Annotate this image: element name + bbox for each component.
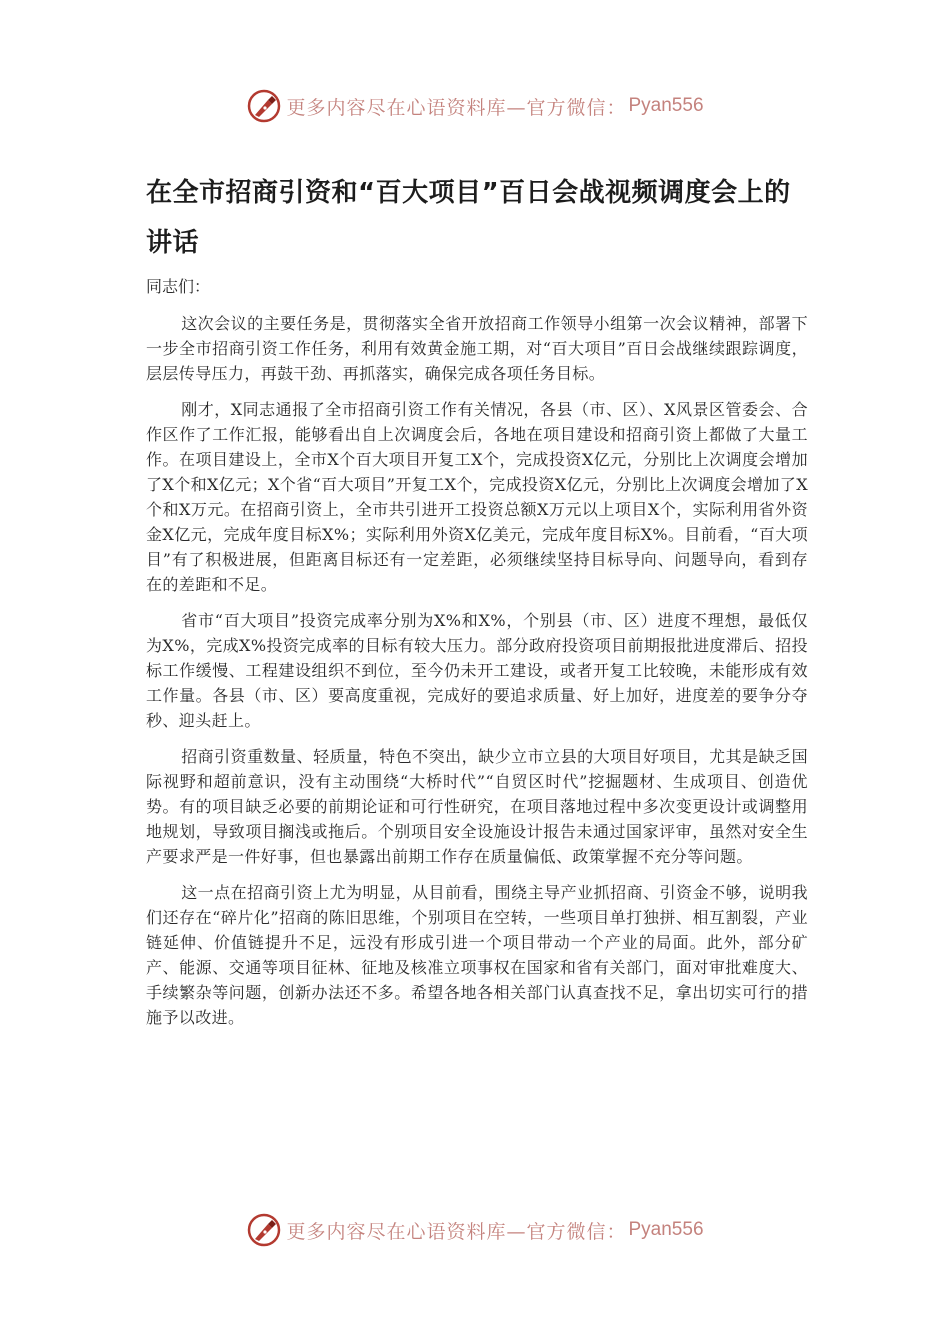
banner-brand-text: 更多内容尽在心语资料库—官方微信： <box>286 96 627 119</box>
banner-wechat-id: Pyan556 <box>628 95 704 116</box>
pen-nib-logo-icon <box>246 88 282 124</box>
header-banner <box>0 84 950 128</box>
salutation: 同志们： <box>146 277 211 296</box>
paragraph-1: 这次会议的主要任务是，贯彻落实全省开放招商工作领导小组第一次会议精神，部署下一步全市招商引资工作任务，利用有效黄金施工期，对“百大项目”百日会战继续跟踪调度，层层传导压力，再鼓干劲、再抓落实，确保完成各项任务目标。 <box>146 314 808 383</box>
document-title: 在全市招商引资和“百大项目”百日会战视频调度会上的讲话 <box>146 178 791 258</box>
paragraph-5: 这一点在招商引资上尤为明显，从目前看，围绕主导产业抓招商、引资金不够，说明我们还存在“碎片化”招商的陈旧思维，个别项目在空转，一些项目单打独拼、相互割裂，产业链延伸、价值链提升不足，远没有形成引进一个项目带动一个产业的局面。此外，部分矿产、能源、交通等项目征林、征地及核准立项事权在国家和省有关部门，面对审批难度大、手续繁杂等问题，创新办法还不多。希望各地各相关部门认真查找不足，拿出切实可行的措施予以改进。 <box>146 883 808 1027</box>
footer-banner <box>0 1208 950 1252</box>
paragraph-3: 省市“百大项目”投资完成率分别为X%和X%，个别县（市、区）进度不理想，最低仅为X%，完成X%投资完成率的目标有较大压力。部分政府投资项目前期报批进度滞后、招投标工作缓慢、工程建设组织不到位，至今仍未开工建设，或者开复工比较晚，未能形成有效工作量。各县（市、区）要高度重视，完成好的要追求质量、好上加好，进度差的要争分夺秒、迎头赶上。 <box>146 611 808 730</box>
banner-brand-text: 更多内容尽在心语资料库—官方微信： <box>286 1220 627 1243</box>
banner-wechat-id: Pyan556 <box>628 1219 704 1240</box>
pen-nib-logo-icon <box>246 1212 282 1248</box>
paragraph-4: 招商引资重数量、轻质量，特色不突出，缺少立市立县的大项目好项目，尤其是缺乏国际视野和超前意识，没有主动围绕“大桥时代”“自贸区时代”挖掘题材、生成项目、创造优势。有的项目缺乏必要的前期论证和可行性研究，在项目落地过程中多次变更设计或调整用地规划，导致项目搁浅或拖后。个别项目安全设施设计报告未通过国家评审，虽然对安全生产要求严是一件好事，但也暴露出前期工作存在质量偏低、政策掌握不充分等问题。 <box>146 747 808 866</box>
document-body <box>146 168 808 1041</box>
paragraph-2: 刚才，X同志通报了全市招商引资工作有关情况，各县（市、区）、X风景区管委会、合作区作了工作汇报，能够看出自上次调度会后，各地在项目建设和招商引资上都做了大量工作。在项目建设上，全市X个百大项目开复工X个，完成投资X亿元，分别比上次调度会增加了X个和X亿元；X个省“百大项目”开复工X个，完成投资X亿元，分别比上次调度会增加了X个和X万元。在招商引资上，全市共引进开工投资总额X万元以上项目X个，实际利用省外资金X亿元，完成年度目标X%；实际利用外资X亿美元，完成年度目标X%。目前看，“百大项目”有了积极进展，但距离目标还有一定差距，必须继续坚持目标导向、问题导向，看到存在的差距和不足。 <box>146 400 808 594</box>
